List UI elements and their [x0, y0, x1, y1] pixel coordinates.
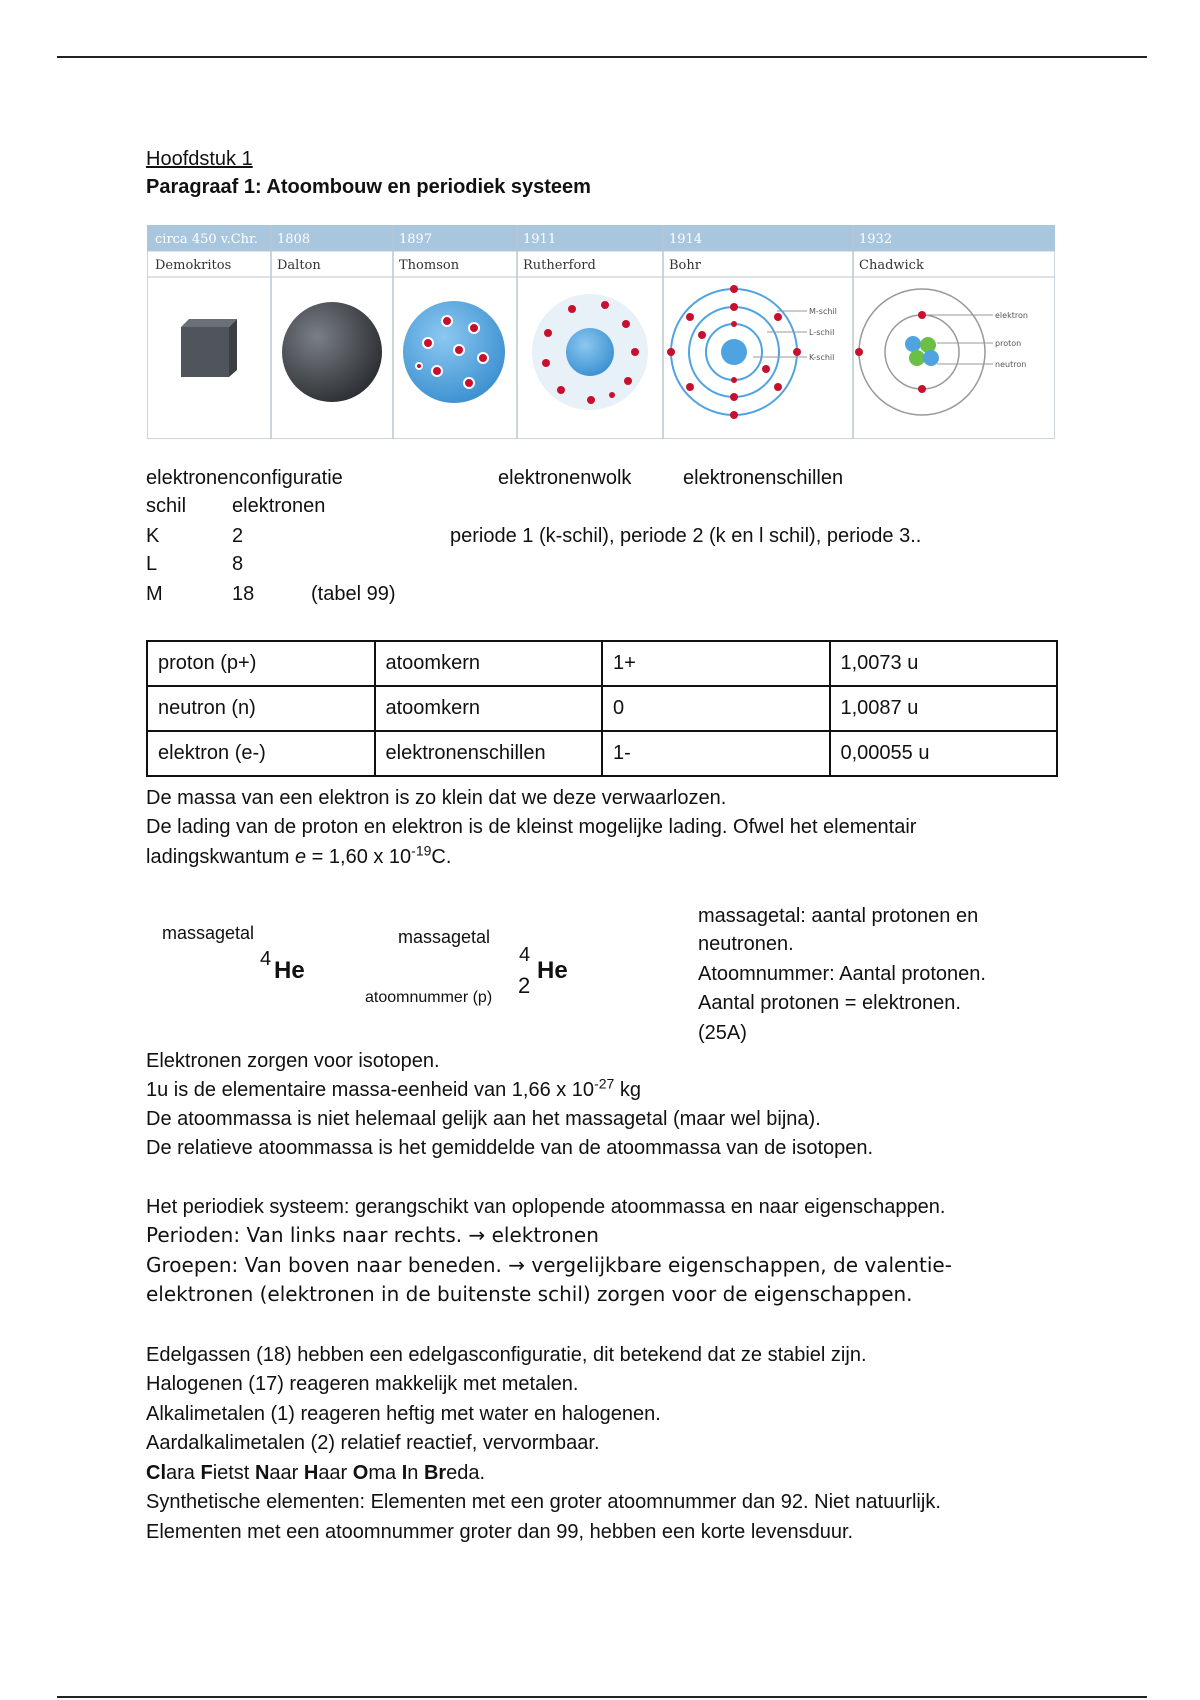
cell-charge: 1+: [602, 641, 830, 686]
col-shell: schil: [146, 495, 187, 517]
element-symbol-2: He: [537, 957, 568, 984]
bottom-rule: [57, 1696, 1147, 1698]
particle-table: [146, 640, 1058, 777]
group-noble: Edelgassen (18) hebben een edelgasconfiguratie, dit betekend dat ze stabiel zijn.: [146, 1344, 867, 1366]
cell-location: atoomkern: [375, 641, 603, 686]
periodic-groups-1: Groepen: Van boven naar beneden. → vergelijkbare eigenschappen, de valentie-: [146, 1253, 952, 1277]
cell-location: elektronenschillen: [375, 731, 603, 776]
element-symbol-1: He: [274, 957, 305, 984]
notation-explain: Atoomnummer: Aantal protonen.: [698, 963, 986, 985]
section-title: Paragraaf 1: Atoombouw en periodiek systeem: [146, 176, 591, 198]
cell-mass: 1,0073 u: [830, 641, 1058, 686]
count-m: 18: [232, 583, 255, 605]
shell-label: L-schil: [809, 328, 835, 337]
periodic-periods: Perioden: Van links naar rechts. → elektronen: [146, 1223, 599, 1247]
periodic-groups-2: elektronen (elektronen in de buitenste schil) zorgen voor de eigenschappen.: [146, 1282, 913, 1306]
group-halogens: Halogenen (17) reageren makkelijk met metalen.: [146, 1373, 579, 1395]
periodic-intro: Het periodiek systeem: gerangschikt van oplopende atoommassa en naar eigenschappen.: [146, 1196, 946, 1218]
periods-note: periode 1 (k-schil), periode 2 (k en l schil), periode 3..: [450, 525, 922, 547]
dalton-sphere-model: [282, 302, 382, 402]
shell-label: K-schil: [809, 353, 835, 362]
particle-label: elektron: [995, 311, 1028, 320]
scientist-name: Dalton: [277, 258, 321, 273]
scientist-name: Demokritos: [155, 258, 232, 273]
year-label: 1808: [277, 232, 311, 247]
year-label: 1914: [669, 232, 703, 247]
note-quantum: ladingskwantum e = 1,60 x $10^{-19}C$.: [146, 842, 452, 868]
col-electrons: elektronen: [232, 495, 326, 517]
synthetic-elements: Synthetische elementen: Elementen met een groter atoomnummer dan 92. Niet natuurlijk.: [146, 1491, 941, 1513]
scientist-name: Bohr: [669, 258, 701, 273]
count-k: 2: [232, 525, 244, 547]
table-row: [147, 641, 1057, 686]
shell-k: K: [146, 525, 160, 547]
cell-name: neutron (n): [147, 686, 375, 731]
group-earth: Aardalkalimetalen (2) relatief reactief, vervormbaar.: [146, 1432, 600, 1454]
count-l: 8: [232, 553, 244, 575]
shell-m: M: [146, 583, 163, 605]
particle-label: neutron: [995, 360, 1027, 369]
note-charge: De lading van de proton en elektron is de kleinst mogelijke lading. Ofwel het elementair: [146, 816, 917, 838]
massagetal-label-1: massagetal: [162, 923, 255, 943]
year-label: circa 450 v.Chr.: [155, 232, 258, 247]
note-atomic-mass: De atoommassa is niet helemaal gelijk aan het massagetal (maar wel bijna).: [146, 1108, 821, 1130]
cell-location: atoomkern: [375, 686, 603, 731]
note-isotopes: Elektronen zorgen voor isotopen.: [146, 1050, 440, 1072]
cell-name: elektron (e-): [147, 731, 375, 776]
mass-number-1: 4: [260, 948, 272, 970]
notation-explain: neutronen.: [698, 933, 794, 955]
table-row: [147, 731, 1057, 776]
shell-l: L: [146, 553, 158, 575]
mass-number-2: 4: [519, 944, 531, 966]
scientist-name: Thomson: [399, 258, 460, 273]
notation-explain: massagetal: aantal protonen en: [698, 905, 979, 927]
thomson-plum-pudding-model: [403, 301, 505, 403]
particle-label: proton: [995, 339, 1022, 348]
lifetime-note: Elementen met een atoomnummer groter dan 99, hebben een korte levensduur.: [146, 1521, 854, 1543]
table-row: [147, 686, 1057, 731]
year-label: 1911: [523, 232, 557, 247]
scientist-name: Chadwick: [859, 258, 924, 273]
cell-name: proton (p+): [147, 641, 375, 686]
cell-mass: 0,00055 u: [830, 731, 1058, 776]
table-ref: (tabel 99): [311, 583, 396, 605]
massagetal-label-2: massagetal: [398, 927, 491, 947]
scientist-name: Rutherford: [523, 258, 596, 273]
notation-explain: Aantal protonen = elektronen.: [698, 992, 961, 1014]
demokritos-cube-model: [181, 319, 237, 377]
chapter-heading: Hoofdstuk 1: [146, 148, 253, 170]
atomic-number-2: 2: [518, 973, 531, 998]
rutherford-model: [532, 294, 648, 410]
config-heading: elektronenconfiguratie: [146, 467, 343, 489]
notation-explain: (25A): [698, 1022, 747, 1044]
note-relative-mass: De relatieve atoommassa is het gemiddelde van de atoommassa van de isotopen.: [146, 1137, 874, 1159]
mnemonic: Clara Fietst Naar Haar Oma In Breda.: [146, 1462, 486, 1484]
note-unit: 1u is de elementaire massa-eenheid van 1,66 x $10^{-27}$ kg: [146, 1075, 641, 1101]
atom-model-timeline: [147, 225, 1055, 439]
top-rule: [57, 56, 1147, 58]
year-label: 1932: [859, 232, 893, 247]
group-alkali: Alkalimetalen (1) reageren heftig met water en halogenen.: [146, 1403, 661, 1425]
cell-charge: 0: [602, 686, 830, 731]
atoomnummer-label: atoomnummer (p): [365, 989, 493, 1006]
cell-charge: 1-: [602, 731, 830, 776]
shell-label: M-schil: [809, 307, 837, 316]
shells-label: elektronenschillen: [683, 467, 844, 489]
note-mass: De massa van een elektron is zo klein dat we deze verwaarlozen.: [146, 787, 727, 809]
cell-mass: 1,0087 u: [830, 686, 1058, 731]
cloud-label: elektronenwolk: [498, 467, 632, 489]
year-label: 1897: [399, 232, 433, 247]
